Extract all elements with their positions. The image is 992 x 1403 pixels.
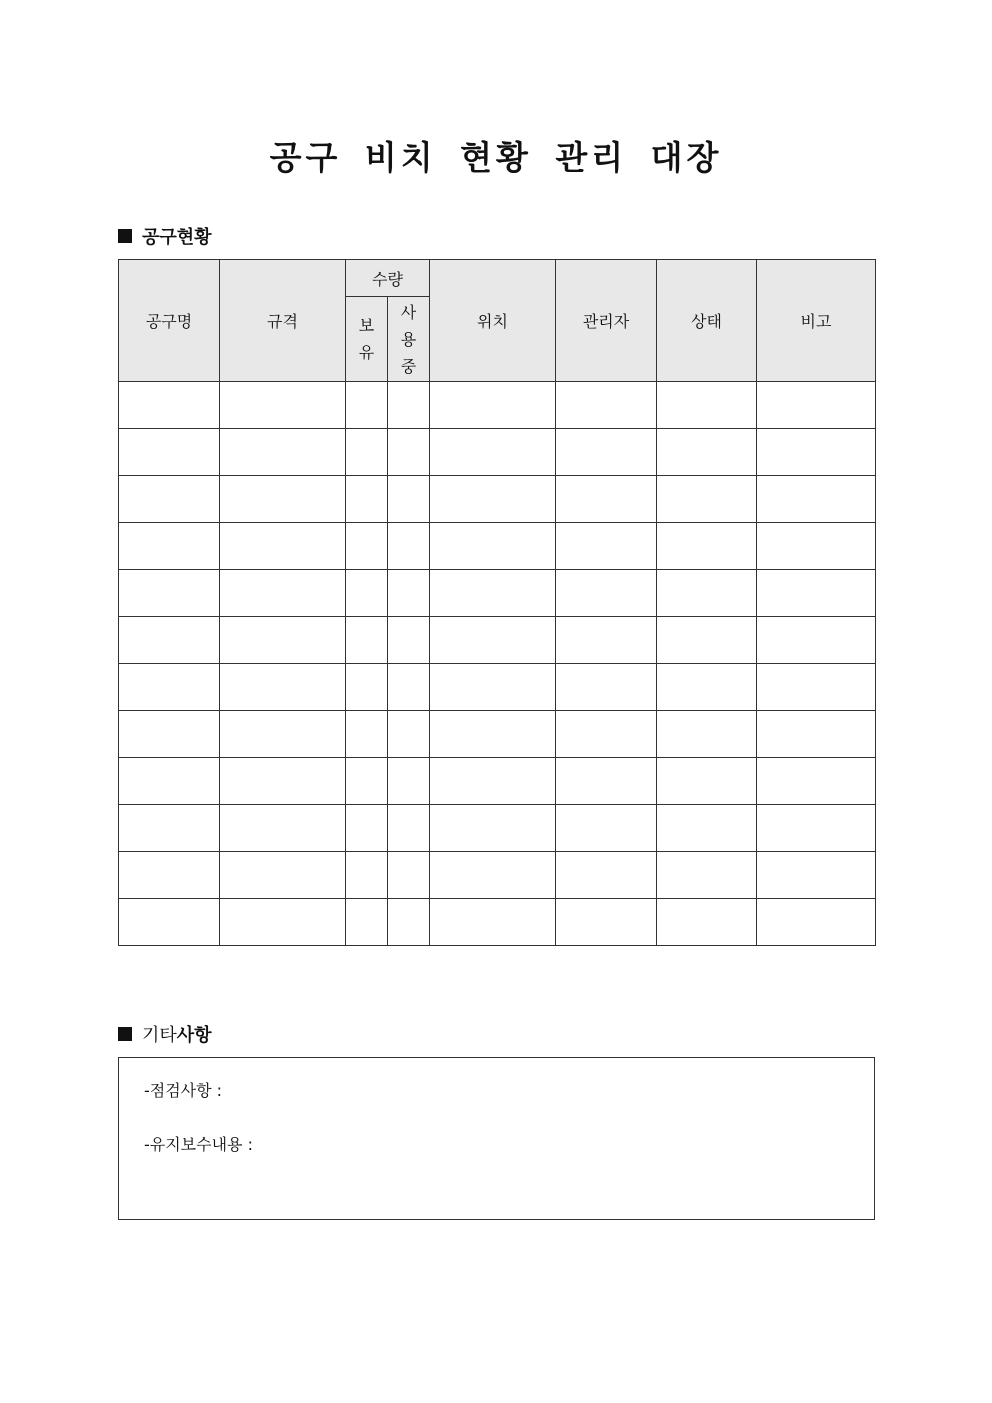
cell-in-use[interactable] <box>388 899 430 946</box>
cell-spec[interactable] <box>220 617 346 664</box>
cell-location[interactable] <box>430 476 556 523</box>
cell-remarks[interactable] <box>757 852 876 899</box>
header-location: 위치 <box>430 260 556 382</box>
cell-location[interactable] <box>430 570 556 617</box>
cell-spec[interactable] <box>220 899 346 946</box>
cell-tool-name[interactable] <box>119 852 220 899</box>
cell-in-use[interactable] <box>388 617 430 664</box>
cell-tool-name[interactable] <box>119 664 220 711</box>
maintenance-note: -유지보수내용 : <box>144 1135 253 1154</box>
cell-owned[interactable] <box>346 852 388 899</box>
table-row <box>119 617 876 664</box>
cell-location[interactable] <box>430 805 556 852</box>
cell-manager[interactable] <box>556 570 657 617</box>
cell-remarks[interactable] <box>757 476 876 523</box>
cell-manager[interactable] <box>556 617 657 664</box>
cell-in-use[interactable] <box>388 476 430 523</box>
header-manager: 관리자 <box>556 260 657 382</box>
cell-tool-name[interactable] <box>119 570 220 617</box>
cell-status[interactable] <box>657 711 757 758</box>
cell-manager[interactable] <box>556 805 657 852</box>
header-quantity: 수량 <box>346 260 430 297</box>
cell-status[interactable] <box>657 617 757 664</box>
header-spec: 규격 <box>220 260 346 382</box>
section-label-bold: 사항 <box>176 1025 212 1046</box>
cell-manager[interactable] <box>556 852 657 899</box>
cell-manager[interactable] <box>556 382 657 429</box>
section-heading-other <box>118 1021 212 1047</box>
cell-location[interactable] <box>430 429 556 476</box>
cell-manager[interactable] <box>556 758 657 805</box>
cell-remarks[interactable] <box>757 664 876 711</box>
cell-tool-name[interactable] <box>119 382 220 429</box>
table-row <box>119 523 876 570</box>
cell-in-use[interactable] <box>388 758 430 805</box>
cell-manager[interactable] <box>556 429 657 476</box>
cell-spec[interactable] <box>220 382 346 429</box>
cell-spec[interactable] <box>220 711 346 758</box>
section-label: 공구현황 <box>142 227 212 248</box>
cell-status[interactable] <box>657 476 757 523</box>
cell-spec[interactable] <box>220 523 346 570</box>
cell-owned[interactable] <box>346 382 388 429</box>
page-title: 공구 비치 현황 관리 대장 <box>269 138 723 177</box>
cell-status[interactable] <box>657 570 757 617</box>
section-label-regular: 기타 <box>142 1025 177 1046</box>
header-in-use: 사용중 <box>388 297 430 382</box>
cell-location[interactable] <box>430 617 556 664</box>
cell-remarks[interactable] <box>757 570 876 617</box>
cell-location[interactable] <box>430 711 556 758</box>
cell-manager[interactable] <box>556 476 657 523</box>
cell-location[interactable] <box>430 523 556 570</box>
cell-spec[interactable] <box>220 852 346 899</box>
cell-tool-name[interactable] <box>119 711 220 758</box>
cell-location[interactable] <box>430 664 556 711</box>
table-row <box>119 476 876 523</box>
header-tool-name: 공구명 <box>119 260 220 382</box>
cell-owned[interactable] <box>346 758 388 805</box>
cell-tool-name[interactable] <box>119 429 220 476</box>
cell-in-use[interactable] <box>388 570 430 617</box>
cell-tool-name[interactable] <box>119 758 220 805</box>
cell-owned[interactable] <box>346 617 388 664</box>
cell-status[interactable] <box>657 852 757 899</box>
cell-owned[interactable] <box>346 711 388 758</box>
cell-tool-name[interactable] <box>119 899 220 946</box>
table-row <box>119 852 876 899</box>
cell-tool-name[interactable] <box>119 476 220 523</box>
inspection-note: -점검사항 : <box>144 1081 223 1100</box>
table-row <box>119 711 876 758</box>
cell-spec[interactable] <box>220 429 346 476</box>
cell-tool-name[interactable] <box>119 617 220 664</box>
cell-remarks[interactable] <box>757 382 876 429</box>
table-row <box>119 382 876 429</box>
cell-remarks[interactable] <box>757 899 876 946</box>
cell-remarks[interactable] <box>757 805 876 852</box>
cell-manager[interactable] <box>556 523 657 570</box>
tools-table <box>118 259 876 946</box>
cell-spec[interactable] <box>220 758 346 805</box>
cell-in-use[interactable] <box>388 429 430 476</box>
cell-status[interactable] <box>657 805 757 852</box>
header-status: 상태 <box>657 260 757 382</box>
cell-remarks[interactable] <box>757 617 876 664</box>
cell-location[interactable] <box>430 758 556 805</box>
cell-in-use[interactable] <box>388 382 430 429</box>
cell-tool-name[interactable] <box>119 523 220 570</box>
cell-status[interactable] <box>657 429 757 476</box>
header-remarks: 비고 <box>757 260 876 382</box>
cell-owned[interactable] <box>346 523 388 570</box>
section-heading-tools <box>118 223 212 249</box>
square-bullet-icon <box>118 1027 132 1041</box>
cell-spec[interactable] <box>220 664 346 711</box>
cell-in-use[interactable] <box>388 664 430 711</box>
cell-location[interactable] <box>430 899 556 946</box>
cell-in-use[interactable] <box>388 523 430 570</box>
table-row <box>119 805 876 852</box>
notes-box[interactable] <box>118 1057 875 1220</box>
cell-remarks[interactable] <box>757 758 876 805</box>
cell-owned[interactable] <box>346 664 388 711</box>
cell-status[interactable] <box>657 758 757 805</box>
cell-spec[interactable] <box>220 570 346 617</box>
table-body <box>119 382 876 946</box>
square-bullet-icon <box>118 229 132 243</box>
cell-manager[interactable] <box>556 899 657 946</box>
table-row <box>119 758 876 805</box>
cell-spec[interactable] <box>220 805 346 852</box>
table-row <box>119 429 876 476</box>
cell-owned[interactable] <box>346 805 388 852</box>
cell-owned[interactable] <box>346 429 388 476</box>
cell-owned[interactable] <box>346 476 388 523</box>
cell-manager[interactable] <box>556 664 657 711</box>
cell-in-use[interactable] <box>388 711 430 758</box>
table-row <box>119 570 876 617</box>
cell-remarks[interactable] <box>757 711 876 758</box>
cell-remarks[interactable] <box>757 523 876 570</box>
cell-location[interactable] <box>430 382 556 429</box>
cell-in-use[interactable] <box>388 805 430 852</box>
cell-owned[interactable] <box>346 899 388 946</box>
cell-remarks[interactable] <box>757 429 876 476</box>
cell-status[interactable] <box>657 664 757 711</box>
cell-in-use[interactable] <box>388 852 430 899</box>
cell-spec[interactable] <box>220 476 346 523</box>
table-row <box>119 899 876 946</box>
cell-status[interactable] <box>657 382 757 429</box>
cell-manager[interactable] <box>556 711 657 758</box>
cell-status[interactable] <box>657 899 757 946</box>
cell-status[interactable] <box>657 523 757 570</box>
table-row <box>119 664 876 711</box>
cell-tool-name[interactable] <box>119 805 220 852</box>
header-owned: 보유 <box>346 297 388 382</box>
cell-location[interactable] <box>430 852 556 899</box>
cell-owned[interactable] <box>346 570 388 617</box>
